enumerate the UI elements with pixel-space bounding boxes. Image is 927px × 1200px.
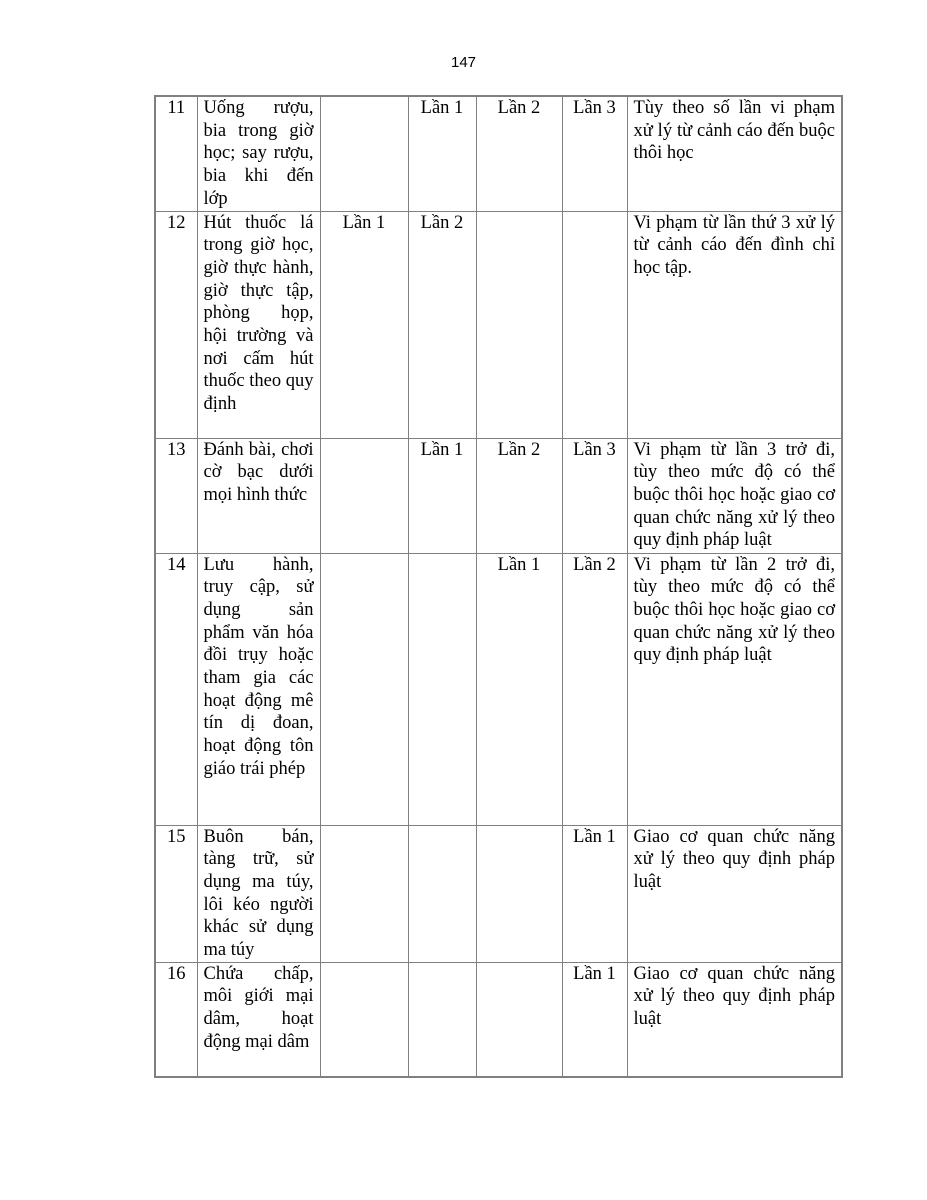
penalty-level-2 — [408, 553, 476, 825]
penalty-level-4: Lần 3 — [562, 96, 627, 211]
penalty-level-1 — [320, 553, 408, 825]
violation-description: Lưu hành, truy cập, sử dụng sản phẩm văn hóa đồi trụy hoặc tham gia các hoạt động mê tín dị đoan, hoạt động tôn giáo trái phép — [197, 553, 320, 825]
penalty-level-4: Lần 3 — [562, 438, 627, 553]
penalty-level-3 — [476, 825, 562, 962]
penalty-level-3 — [476, 962, 562, 1077]
penalty-level-3 — [476, 211, 562, 438]
penalty-level-4: Lần 2 — [562, 553, 627, 825]
penalty-level-4: Lần 1 — [562, 825, 627, 962]
penalty-level-4: Lần 1 — [562, 962, 627, 1077]
penalty-level-1 — [320, 825, 408, 962]
penalty-level-2: Lần 1 — [408, 96, 476, 211]
table-row — [155, 211, 842, 438]
violation-table — [154, 95, 843, 1078]
penalty-level-3: Lần 1 — [476, 553, 562, 825]
row-number: 15 — [155, 825, 197, 962]
row-number: 16 — [155, 962, 197, 1077]
handling-note: Tùy theo số lần vi phạm xử lý từ cảnh cáo đến buộc thôi học — [627, 96, 842, 211]
penalty-level-1 — [320, 962, 408, 1077]
violation-description: Hút thuốc lá trong giờ học, giờ thực hành, giờ thực tập, phòng họp, hội trường và nơi cấm hút thuốc theo quy định — [197, 211, 320, 438]
handling-note: Vi phạm từ lần 2 trở đi, tùy theo mức độ có thể buộc thôi học hoặc giao cơ quan chức năng xử lý theo quy định pháp luật — [627, 553, 842, 825]
handling-note: Giao cơ quan chức năng xử lý theo quy định pháp luật — [627, 962, 842, 1077]
penalty-level-1 — [320, 96, 408, 211]
violation-description: Chứa chấp, môi giới mại dâm, hoạt động mại dâm — [197, 962, 320, 1077]
table-row — [155, 825, 842, 962]
penalty-level-3: Lần 2 — [476, 96, 562, 211]
penalty-level-2 — [408, 825, 476, 962]
penalty-level-4 — [562, 211, 627, 438]
table-row — [155, 553, 842, 825]
page-number: 147 — [450, 54, 477, 71]
table-row — [155, 96, 842, 211]
table-row — [155, 962, 842, 1077]
row-number: 12 — [155, 211, 197, 438]
table-row — [155, 438, 842, 553]
row-number: 13 — [155, 438, 197, 553]
handling-note: Giao cơ quan chức năng xử lý theo quy định pháp luật — [627, 825, 842, 962]
penalty-level-3: Lần 2 — [476, 438, 562, 553]
penalty-level-2: Lần 1 — [408, 438, 476, 553]
row-number: 14 — [155, 553, 197, 825]
violation-description: Đánh bài, chơi cờ bạc dưới mọi hình thức — [197, 438, 320, 553]
handling-note: Vi phạm từ lần 3 trở đi, tùy theo mức độ có thể buộc thôi học hoặc giao cơ quan chức năng xử lý theo quy định pháp luật — [627, 438, 842, 553]
penalty-level-2: Lần 2 — [408, 211, 476, 438]
violation-description: Buôn bán, tàng trữ, sử dụng ma túy, lôi kéo người khác sử dụng ma túy — [197, 825, 320, 962]
penalty-level-1 — [320, 438, 408, 553]
row-number: 11 — [155, 96, 197, 211]
penalty-level-2 — [408, 962, 476, 1077]
violation-description: Uống rượu, bia trong giờ học; say rượu, bia khi đến lớp — [197, 96, 320, 211]
penalty-level-1: Lần 1 — [320, 211, 408, 438]
handling-note: Vi phạm từ lần thứ 3 xử lý từ cảnh cáo đến đình chỉ học tập. — [627, 211, 842, 438]
